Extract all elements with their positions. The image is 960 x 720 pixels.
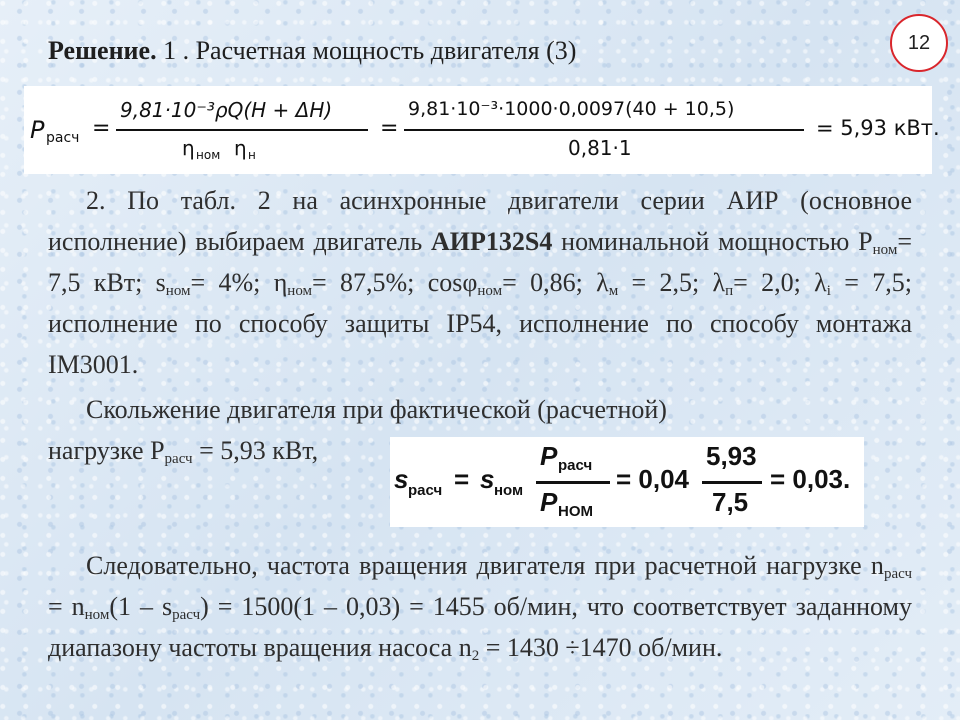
p4-sub-2: ном	[84, 607, 110, 623]
p4-sub-1: расч	[883, 566, 912, 582]
formula2-num2: 5,93	[706, 441, 757, 471]
formula1-lhs-sub: расч	[46, 130, 80, 146]
p2-text-1: 2. По табл. 2 на асинхронные двигатели серии АИР (основное исполнение) выбираем двигатель	[48, 186, 912, 256]
formula2-den: P	[540, 487, 558, 517]
p2-sub-4: ном	[477, 283, 503, 299]
p4-sub-4: 2	[471, 648, 480, 664]
p2-sub-1: ном	[872, 242, 898, 258]
p4-text-3: (1 – s	[109, 592, 173, 621]
formula2-num-sub: расч	[558, 457, 593, 474]
formula2-mid: = 0,04	[616, 464, 690, 494]
p2-text-2: номинальной мощностью Р	[552, 227, 873, 256]
title-bold: Решение.	[48, 36, 157, 65]
p4-text-1: Следовательно, частота вращения двигателя при расчетной нагрузке n	[86, 551, 884, 580]
formula2-result: = 0,03.	[770, 464, 851, 494]
slide-number: 12	[907, 31, 931, 54]
power-formula	[24, 86, 940, 174]
p2-text-8: = 2,0; λ	[733, 268, 827, 297]
p2-text-3: = 7,5 кВт; s	[48, 227, 912, 297]
p2-sub-6: п	[725, 283, 734, 299]
formula1-lhs-symbol: P	[30, 116, 45, 144]
title-rest: 1 . Расчетная мощность двигателя (3)	[156, 36, 577, 65]
p2-text-5: = 87,5%; cosφ	[312, 268, 478, 297]
p2-text-7: = 2,5; λ	[618, 268, 726, 297]
motor-model: АИР132S4	[431, 227, 553, 256]
formula2-lhs-sub: расч	[408, 482, 443, 499]
motor-selection-paragraph	[48, 180, 912, 385]
formula2-den-sub: НОМ	[558, 503, 593, 520]
p2-text-9: = 7,5; исполнение по способу защиты IP54, исполнение по способу монтажа IM3001.	[48, 268, 912, 379]
p4-sub-3: расч	[172, 607, 201, 623]
formula2-lhs: s	[394, 464, 409, 494]
slip-formula	[390, 437, 864, 527]
p4-text-2: = n	[48, 592, 85, 621]
p2-text-4: = 4%; η	[190, 268, 288, 297]
p3-sub-1: расч	[164, 451, 193, 467]
formula1-den1: η	[182, 136, 195, 160]
p2-sub-7: i	[826, 283, 831, 299]
p2-text-6: = 0,86; λ	[502, 268, 609, 297]
formula2-eq: =	[454, 464, 470, 494]
p3-line-2	[48, 430, 388, 471]
formula1-eq: =	[92, 116, 111, 141]
formula1-num1: 9,81·10⁻³ρQ(H + ΔH)	[120, 98, 333, 122]
formula2-s: s	[480, 464, 495, 494]
formula2-s-sub: ном	[494, 482, 524, 499]
formula1-fraction-bar-2	[404, 129, 804, 131]
formula1-eq2: =	[380, 116, 399, 141]
slide-title	[48, 36, 576, 66]
p3-text-1: Скольжение двигателя при фактической (расчетной)	[86, 395, 667, 424]
p3-text-2: нагрузке Р	[48, 436, 165, 465]
formula2-num: P	[540, 441, 558, 471]
p4-text-4: ) = 1500(1 – 0,03) = 1455 об/мин, что соответствует заданному диапазону частоты вращения насоса n	[48, 592, 912, 662]
formula1-den1b: η	[234, 136, 247, 160]
p2-sub-3: ном	[287, 283, 313, 299]
p2-sub-2: ном	[165, 283, 191, 299]
formula2-fraction-bar-1	[536, 481, 610, 484]
formula1-fraction-bar-1	[116, 129, 368, 131]
formula1-den1-sub: ном	[196, 148, 221, 162]
formula1-num2: 9,81·10⁻³·1000·0,0097(40 + 10,5)	[408, 98, 735, 120]
formula1-den2: 0,81·1	[568, 136, 632, 160]
p3-text-3: = 5,93 кВт,	[192, 436, 319, 465]
formula1-result: = 5,93 кВт.	[816, 116, 940, 140]
formula2-fraction-bar-2	[702, 481, 762, 484]
slide-number-badge	[890, 14, 948, 72]
formula2-den2: 7,5	[712, 487, 749, 517]
formula1-den1b-sub: н	[248, 148, 256, 162]
p2-sub-5: м	[608, 283, 619, 299]
p4-text-5: = 1430 ÷1470 об/мин.	[479, 633, 723, 662]
rotation-speed-paragraph	[48, 545, 912, 668]
